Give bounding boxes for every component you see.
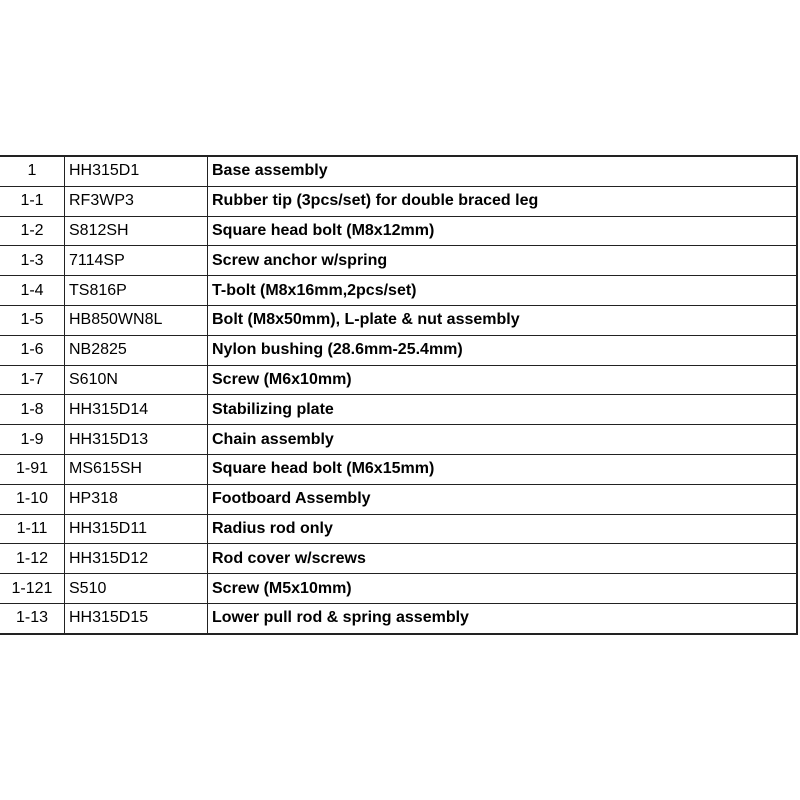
description-cell: Radius rod only [208, 514, 798, 544]
description-cell: Screw anchor w/spring [208, 246, 798, 276]
table-row [0, 216, 797, 246]
part-number-cell: S812SH [65, 216, 208, 246]
part-number-cell: HH315D14 [65, 395, 208, 425]
parts-table-body [0, 156, 797, 634]
table-row [0, 186, 797, 216]
part-number-cell: MS615SH [65, 454, 208, 484]
part-number-cell: HH315D11 [65, 514, 208, 544]
part-number-cell: 7114SP [65, 246, 208, 276]
table-row [0, 246, 797, 276]
description-cell: Screw (M5x10mm) [208, 574, 798, 604]
item-number-cell: 1-3 [0, 246, 65, 276]
item-number-cell: 1-8 [0, 395, 65, 425]
part-number-cell: S510 [65, 574, 208, 604]
item-number-cell: 1 [0, 156, 65, 186]
part-number-cell: HH315D12 [65, 544, 208, 574]
part-number-cell: TS816P [65, 276, 208, 306]
part-number-cell: HB850WN8L [65, 305, 208, 335]
item-number-cell: 1-5 [0, 305, 65, 335]
part-number-cell: HH315D1 [65, 156, 208, 186]
table-row [0, 156, 797, 186]
item-number-cell: 1-91 [0, 454, 65, 484]
description-cell: Square head bolt (M6x15mm) [208, 454, 798, 484]
item-number-cell: 1-2 [0, 216, 65, 246]
part-number-cell: HH315D13 [65, 425, 208, 455]
item-number-cell: 1-11 [0, 514, 65, 544]
description-cell: Footboard Assembly [208, 484, 798, 514]
item-number-cell: 1-6 [0, 335, 65, 365]
table-row [0, 395, 797, 425]
table-row [0, 365, 797, 395]
table-row [0, 305, 797, 335]
item-number-cell: 1-121 [0, 574, 65, 604]
table-row [0, 335, 797, 365]
part-number-cell: RF3WP3 [65, 186, 208, 216]
table-row [0, 425, 797, 455]
description-cell: Chain assembly [208, 425, 798, 455]
table-row [0, 544, 797, 574]
item-number-cell: 1-10 [0, 484, 65, 514]
description-cell: T-bolt (M8x16mm,2pcs/set) [208, 276, 798, 306]
part-number-cell: HH315D15 [65, 603, 208, 633]
description-cell: Rubber tip (3pcs/set) for double braced leg [208, 186, 798, 216]
table-row [0, 454, 797, 484]
item-number-cell: 1-4 [0, 276, 65, 306]
part-number-cell: HP318 [65, 484, 208, 514]
description-cell: Square head bolt (M8x12mm) [208, 216, 798, 246]
item-number-cell: 1-9 [0, 425, 65, 455]
parts-table [0, 155, 798, 635]
description-cell: Lower pull rod & spring assembly [208, 603, 798, 633]
part-number-cell: NB2825 [65, 335, 208, 365]
table-row [0, 603, 797, 633]
description-cell: Bolt (M8x50mm), L-plate & nut assembly [208, 305, 798, 335]
description-cell: Nylon bushing (28.6mm-25.4mm) [208, 335, 798, 365]
description-cell: Stabilizing plate [208, 395, 798, 425]
table-row [0, 514, 797, 544]
item-number-cell: 1-1 [0, 186, 65, 216]
table-row [0, 484, 797, 514]
item-number-cell: 1-12 [0, 544, 65, 574]
table-row [0, 276, 797, 306]
table-row [0, 574, 797, 604]
description-cell: Base assembly [208, 156, 798, 186]
description-cell: Rod cover w/screws [208, 544, 798, 574]
description-cell: Screw (M6x10mm) [208, 365, 798, 395]
item-number-cell: 1-13 [0, 603, 65, 633]
part-number-cell: S610N [65, 365, 208, 395]
item-number-cell: 1-7 [0, 365, 65, 395]
